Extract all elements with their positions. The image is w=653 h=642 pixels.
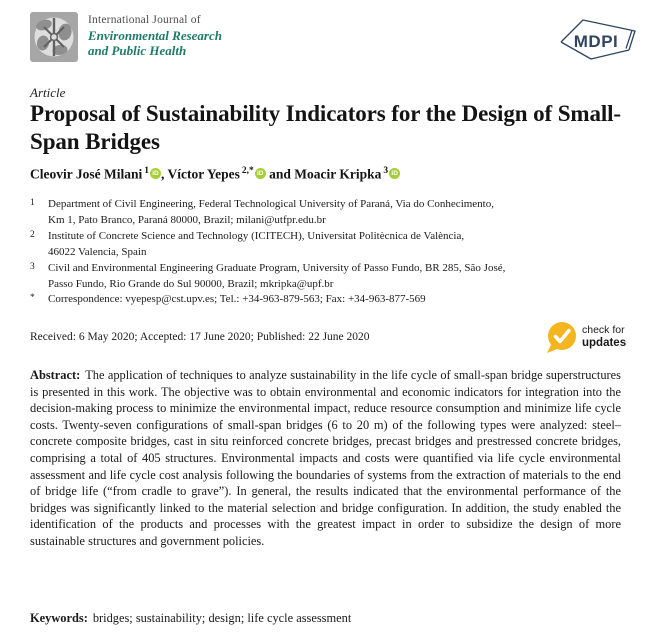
abstract-text: The application of techniques to analyze sustainability in the life cycle of small-span bridge superstructures is presented in this work. The objective was to obtain environmental and economic indicators for integration into the decision-making process to minimize the environmental impact, reduce resource consumption and minimize life cycle costs. Twenty-seven configurations of small-span bridges (6 to 20 m) of the following types were analyzed: steel–concrete composite bridges, cast in situ reinforced concrete bridges, precast bridges and prestressed concrete bridges, comprising a total of 405 structures. Environmental impacts and costs were quantified via life cycle environmental assessment and life cycle cost analysis following the boundaries of systems from the extraction of materials to the end of bridge life (“from cradle to grave”). In general, the results indicated that the environmental performance of the bridges was significantly linked to the material selection and bridge configuration. In addition, the study enabled the identification of the products and processes with the greatest impact in order to subsidize the design of more sustainable structures and government policies. <box>30 368 621 548</box>
affiliation-marker: 1 <box>30 198 35 208</box>
orcid-icon[interactable] <box>255 168 266 179</box>
author-name-1: Cleovir José Milani <box>30 166 143 182</box>
journal-name-line1: International Journal of <box>88 14 201 26</box>
author-sup-3: 3 <box>383 166 389 176</box>
affiliation-list <box>30 197 624 308</box>
orcid-icon-label: iD <box>391 169 398 177</box>
article-type-label: Article <box>30 85 66 100</box>
author-name-2: Víctor Yepes <box>167 166 240 182</box>
check-updates-badge[interactable] <box>546 321 626 354</box>
affiliation-marker: * <box>30 293 35 304</box>
author-name-3: Moacir Kripka <box>294 166 382 182</box>
keywords-section <box>30 611 621 626</box>
author-sup-1: 1 <box>144 166 149 176</box>
affiliation-row <box>30 229 624 261</box>
dates-line: Received: 6 May 2020; Accepted: 17 June 2020; Published: 22 June 2020 <box>30 331 370 343</box>
orcid-icon[interactable] <box>150 168 161 179</box>
affiliation-text: Civil and Environmental Engineering Graduate Program, University of Passo Fundo, BR 285, São José, Passo Fundo, Rio Grande do Sul 90000, Brazil; mkripka@upf.br <box>48 261 506 290</box>
page-title: Proposal of Sustainability Indicators for the Design of Small-Span Bridges <box>30 101 621 154</box>
mdpi-logo <box>558 16 638 63</box>
keywords-label: Keywords: <box>30 611 88 625</box>
author-sup-2: 2,* <box>241 166 254 176</box>
affiliation-marker: 3 <box>30 261 35 272</box>
mdpi-logo-text: MDPI <box>573 32 619 51</box>
check-updates-label: check for updates <box>582 324 627 349</box>
journal-name-line2: Environmental Research <box>88 27 222 43</box>
affiliation-text: Department of Civil Engineering, Federal Technological University of Paraná, Via do Conhecimento, Km 1, Pato Branco, Paraná 80000, Brazil; milani@utfpr.edu.br <box>48 198 494 226</box>
check-icon <box>546 321 577 354</box>
journal-globe-icon <box>30 12 78 62</box>
author-separator-2: and <box>265 166 295 182</box>
journal-name-line3: and Public Health <box>88 43 187 59</box>
orcid-icon-label: iD <box>152 169 159 177</box>
orcid-icon-label: iD <box>257 169 264 177</box>
correspondence-text: Correspondence: vyepesp@cst.upv.es; Tel.: +34-963-879-563; Fax: +34-963-877-569 <box>48 293 426 306</box>
abstract-section <box>30 367 621 550</box>
affiliation-text: Institute of Concrete Science and Technology (ICITECH), Universitat Politècnica de València, 46022 Valencia, Spain <box>48 229 465 258</box>
abstract-label: Abstract: <box>30 368 81 382</box>
orcid-icon[interactable] <box>389 168 400 179</box>
keywords-text: bridges; sustainability; design; life cycle assessment <box>92 611 352 625</box>
affiliation-row <box>30 261 624 293</box>
affiliation-marker: 2 <box>30 229 35 240</box>
affiliation-row-correspondence <box>30 292 624 308</box>
author-separator-1: , <box>161 166 168 182</box>
affiliation-row <box>30 197 624 229</box>
author-line <box>30 166 400 183</box>
journal-name <box>88 14 222 59</box>
